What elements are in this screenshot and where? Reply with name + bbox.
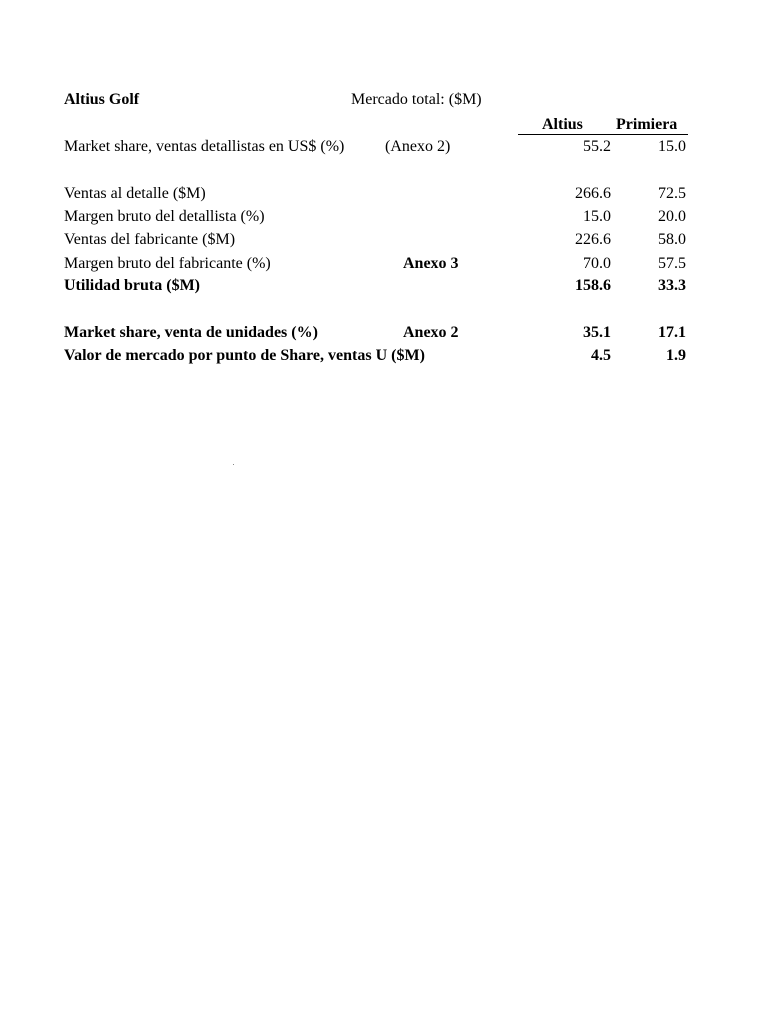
row-label-value-per-point: Valor de mercado por punto de Share, ventas U ($M) — [64, 347, 425, 364]
market-total-label: Mercado total: ($M) — [351, 91, 482, 108]
value-primiera-manufacturer-sales: 58.0 — [658, 231, 686, 248]
value-primiera-retail-sales: 72.5 — [658, 185, 686, 202]
row-label-manufacturer-sales: Ventas del fabricante ($M) — [64, 231, 236, 248]
row-label-retail-margin: Margen bruto del detallista (%) — [64, 208, 265, 225]
value-primiera-market-share-usd: 15.0 — [658, 138, 686, 155]
annex-ref-manufacturer-margin: Anexo 3 — [403, 255, 459, 272]
value-primiera-gross-profit: 33.3 — [658, 277, 686, 294]
value-altius-manufacturer-sales: 226.6 — [575, 231, 611, 248]
value-altius-retail-margin: 15.0 — [583, 208, 611, 225]
annex-ref-unit-share: Anexo 2 — [403, 324, 459, 341]
company-title: Altius Golf — [64, 91, 140, 108]
column-header-primiera: Primiera — [616, 116, 678, 133]
value-primiera-retail-margin: 20.0 — [658, 208, 686, 225]
value-altius-gross-profit: 158.6 — [575, 277, 611, 294]
value-altius-value-per-point: 4.5 — [591, 347, 611, 364]
value-primiera-manufacturer-margin: 57.5 — [658, 255, 686, 272]
row-label-market-share-usd: Market share, ventas detallistas en US$ (%) — [64, 138, 345, 155]
value-primiera-value-per-point: 1.9 — [666, 347, 686, 364]
value-altius-market-share-usd: 55.2 — [583, 138, 611, 155]
value-altius-unit-share: 35.1 — [583, 324, 611, 341]
header-underline — [518, 134, 688, 135]
row-label-unit-share: Market share, venta de unidades (%) — [64, 324, 318, 341]
value-altius-manufacturer-margin: 70.0 — [583, 255, 611, 272]
row-label-gross-profit: Utilidad bruta ($M) — [64, 277, 200, 294]
value-primiera-unit-share: 17.1 — [658, 324, 686, 341]
annex-ref-market-share-usd: (Anexo 2) — [385, 138, 451, 155]
value-altius-retail-sales: 266.6 — [575, 185, 611, 202]
column-header-altius: Altius — [542, 116, 583, 133]
row-label-retail-sales: Ventas al detalle ($M) — [64, 185, 206, 202]
stray-dot — [233, 464, 234, 465]
row-label-manufacturer-margin: Margen bruto del fabricante (%) — [64, 255, 271, 272]
